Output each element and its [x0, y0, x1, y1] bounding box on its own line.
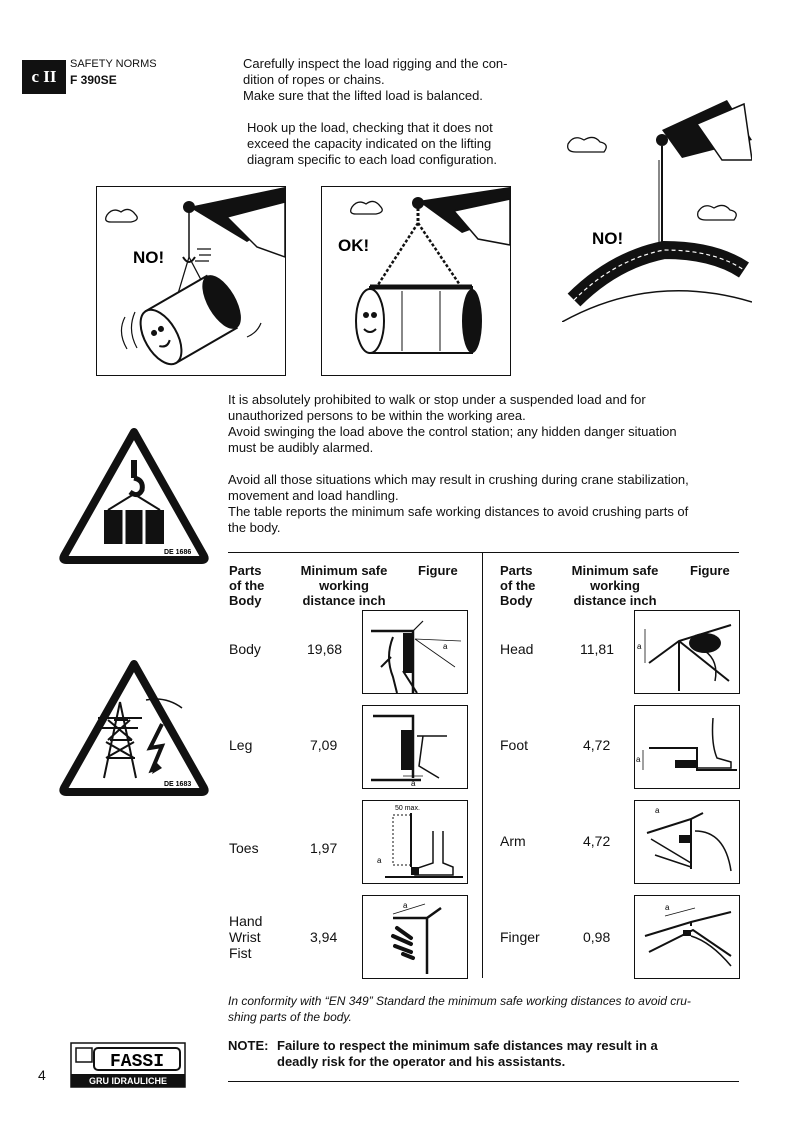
- figure-leg: [362, 705, 468, 789]
- figure-toes-max: 50 max.: [395, 805, 420, 812]
- section-code-badge: c II: [22, 60, 66, 94]
- header-distance-right: Minimum safe working distance inch: [571, 563, 659, 608]
- table-center-divider: [482, 552, 483, 978]
- section-title: SAFETY NORMS: [70, 58, 157, 70]
- figure-hand: [362, 895, 468, 979]
- figure-foot: [634, 705, 740, 789]
- no-label-2: NO!: [592, 229, 624, 248]
- logo-brand: FASSI: [109, 1052, 165, 1072]
- row-value-foot: 4,72: [583, 737, 611, 753]
- row-part-hand: Hand Wrist Fist: [229, 913, 263, 961]
- footer-rule: [228, 1081, 739, 1082]
- figure-finger-dim: a: [665, 903, 670, 912]
- unbalanced-load-illustration: [96, 186, 286, 376]
- warning-paragraph-1: It is absolutely prohibited to walk or stop under a suspended load and for unauthorized persons to be within the working area. Avoid swinging the load above the control station; any hidden danger situation must be audibly alarmed.: [228, 392, 677, 455]
- row-value-body: 19,68: [307, 641, 343, 657]
- model-name: F 390SE: [70, 73, 117, 87]
- figure-finger: [634, 895, 740, 979]
- figure-toes-dim: a: [377, 856, 382, 865]
- suspended-load-sign-code: DE 1686: [164, 549, 192, 556]
- conformity-note: In conformity with “EN 349” Standard the minimum safe working distances to avoid cru- shing parts of the body.: [228, 994, 691, 1024]
- table-top-rule: [228, 552, 739, 553]
- page-number: 4: [38, 1067, 46, 1083]
- figure-arm: [634, 800, 740, 884]
- header-distance-left: Minimum safe working distance inch: [300, 563, 388, 608]
- header-parts-right: Parts of the Body: [500, 563, 536, 608]
- note-label: NOTE:: [228, 1038, 269, 1053]
- header-parts-left: Parts of the Body: [229, 563, 265, 608]
- no-label: NO!: [133, 248, 165, 267]
- figure-head-dim: a: [637, 642, 642, 651]
- row-value-head: 11,81: [580, 641, 614, 657]
- figure-head: [634, 610, 740, 694]
- suspended-load-warning-sign: [58, 426, 210, 564]
- row-value-finger: 0,98: [583, 929, 611, 945]
- warning-paragraph-2: Avoid all those situations which may result in crushing during crane stabilization, movement and load handling. The table reports the minimum safe working distances to avoid crushing parts of the body.: [228, 472, 689, 535]
- row-part-finger: Finger: [500, 929, 540, 945]
- row-part-leg: Leg: [229, 737, 253, 753]
- row-value-hand: 3,94: [310, 929, 338, 945]
- intro-paragraph-2: Hook up the load, checking that it does not exceed the capacity indicated on the lifting diagram specific to each load configuration.: [247, 120, 498, 167]
- note-text: Failure to respect the minimum safe distances may result in a deadly risk for the operator and his assistants.: [277, 1038, 658, 1069]
- figure-body: [362, 610, 468, 694]
- row-part-head: Head: [500, 641, 534, 657]
- header-figure-left: Figure: [418, 563, 458, 578]
- unbalanced-bundle-illustration: [562, 100, 752, 322]
- row-part-foot: Foot: [500, 737, 529, 753]
- fassi-logo: [70, 1042, 186, 1088]
- ok-label: OK!: [338, 236, 370, 255]
- figure-toes: [362, 800, 468, 884]
- electric-sign-code: DE 1683: [164, 781, 192, 788]
- logo-subtitle: GRU IDRAULICHE: [89, 1076, 167, 1086]
- figure-hand-dim: a: [403, 901, 408, 910]
- figure-leg-dim: a: [411, 779, 416, 788]
- electric-hazard-warning-sign: [58, 658, 210, 796]
- row-value-leg: 7,09: [310, 737, 338, 753]
- intro-paragraph-1: Carefully inspect the load rigging and the con- dition of ropes or chains. Make sure that the lifted load is balanced.: [243, 56, 508, 103]
- row-part-body: Body: [229, 641, 261, 657]
- row-part-toes: Toes: [229, 840, 259, 856]
- row-value-toes: 1,97: [310, 840, 338, 856]
- header-figure-right: Figure: [690, 563, 730, 578]
- figure-foot-dim: a: [636, 755, 641, 764]
- row-part-arm: Arm: [500, 833, 526, 849]
- balanced-load-illustration: [321, 186, 511, 376]
- figure-body-dim: a: [443, 642, 448, 651]
- row-value-arm: 4,72: [583, 833, 611, 849]
- figure-arm-dim: a: [655, 806, 660, 815]
